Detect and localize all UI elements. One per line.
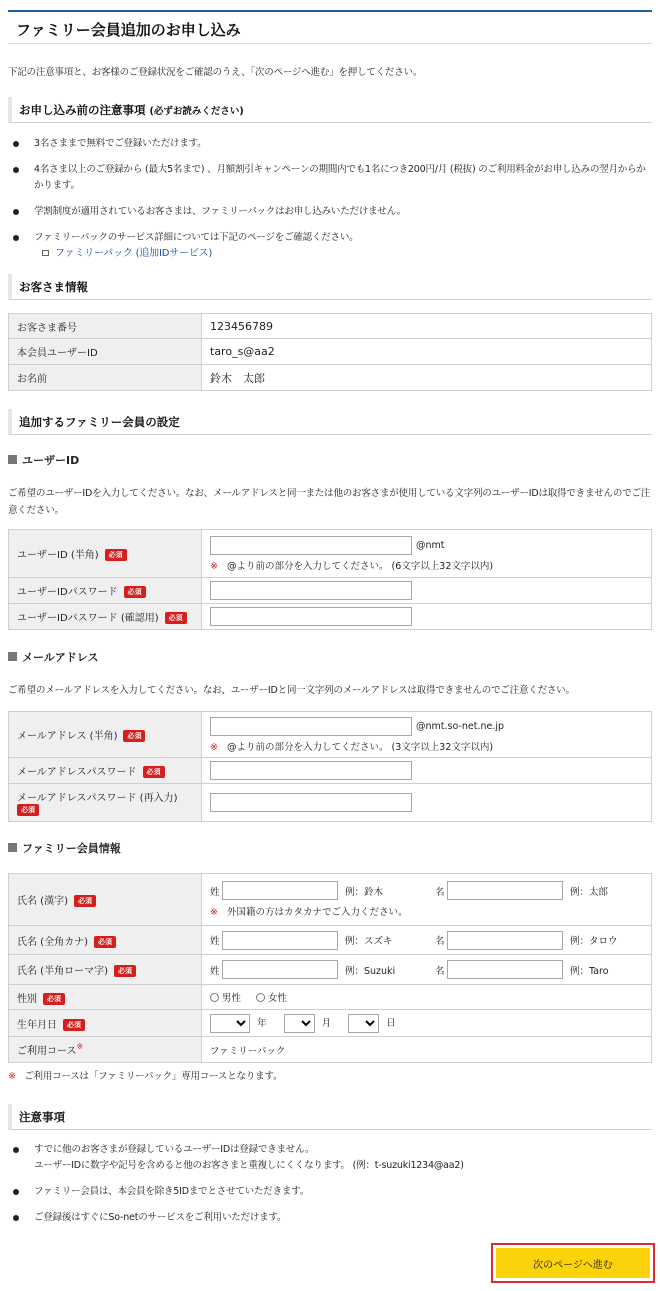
- last-name-mark: 姓: [210, 936, 220, 947]
- userid-password-input[interactable]: [210, 581, 412, 600]
- userid-password-confirm-input[interactable]: [210, 607, 412, 626]
- list-item: ご登録後はすぐにSo-netのサービスをご利用いただけます。: [8, 1210, 652, 1226]
- name-kanji-label: 氏名 (漢字) 必須: [9, 874, 202, 926]
- main-userid-value: taro_s@aa2: [202, 339, 652, 365]
- birthdate-label: 生年月日 必須: [9, 1010, 202, 1037]
- customer-name-value: 鈴木 太郎: [202, 365, 652, 391]
- main-userid-label: 本会員ユーザーID: [9, 339, 202, 365]
- square-bullet-icon: [8, 652, 17, 661]
- mail-password-confirm-input[interactable]: [210, 793, 412, 812]
- first-name-roman-input[interactable]: [447, 960, 563, 979]
- kanji-example-last: 例：鈴木: [345, 886, 384, 898]
- userid-note: ※ @より前の部分を入力してください。 (6文字以上32文字以内): [210, 560, 494, 572]
- mail-address-input[interactable]: [210, 717, 412, 736]
- mail-table: [8, 711, 652, 822]
- table-row: [9, 758, 652, 784]
- list-item: 学割制度が適用されているお客さまは、ファミリーパックはお申し込みいただけません。: [8, 204, 652, 220]
- precautions-list: [8, 136, 652, 262]
- year-unit: 年: [257, 1017, 267, 1029]
- kana-example-last: 例：スズキ: [345, 936, 393, 947]
- table-row: [9, 985, 652, 1010]
- notes-item-sub: ユーザーIDに数字や記号を含めると他のお客さまと重複しにくくなります。 (例：t-suzuki1234@aa2): [34, 1160, 464, 1171]
- month-unit: 月: [321, 1017, 332, 1029]
- customer-table: [8, 313, 652, 391]
- table-row: [9, 1010, 652, 1037]
- bullet-icon: [13, 1215, 19, 1221]
- required-badge: 必須: [114, 965, 136, 977]
- kanji-note: ※ 外国籍の方はカタカナでご入力ください。: [210, 907, 408, 918]
- customer-number-label: お客さま番号: [9, 314, 202, 339]
- last-name-kanji-input[interactable]: [222, 881, 338, 900]
- kanji-example-first: 例：太郎: [570, 886, 609, 898]
- birthdate-cell: [202, 1010, 652, 1037]
- note-mark: ※: [76, 1042, 84, 1051]
- bullet-icon: [13, 235, 19, 241]
- userid-password-label: ユーザーIDパスワード 必須: [9, 578, 202, 604]
- family-pack-link[interactable]: ファミリーパック (追加IDサービス): [55, 248, 213, 259]
- userid-label: ユーザーID (半角) 必須: [9, 530, 202, 578]
- required-badge: 必須: [123, 730, 145, 742]
- service-link-line: [34, 246, 652, 262]
- table-row: [9, 874, 652, 926]
- required-badge: 必須: [43, 993, 65, 1005]
- required-badge: 必須: [63, 1019, 85, 1031]
- userid-password-confirm-cell: [202, 604, 652, 630]
- next-button-outline: [491, 1243, 655, 1283]
- mail-address-note: ※ @より前の部分を入力してください。 (3文字以上32文字以内): [210, 741, 494, 753]
- note-mark: ※: [8, 1071, 16, 1082]
- external-link-icon: [42, 250, 49, 256]
- userid-subheading: ユーザーID: [8, 452, 79, 468]
- page-title: ファミリー会員追加のお申し込み: [8, 10, 652, 44]
- first-name-kana-input[interactable]: [447, 931, 563, 950]
- precautions-heading: [8, 97, 652, 123]
- userid-description: ご希望のユーザーIDを入力してください。なお、メールアドレスと同一または他のお客さまが使用している文字列のユーザーIDは取得できませんのでご注意ください。: [8, 488, 651, 516]
- gender-male-option[interactable]: 男性: [210, 993, 241, 1004]
- mail-password-input[interactable]: [210, 761, 412, 780]
- day-unit: 日: [386, 1017, 396, 1029]
- roman-example-last: 例：Suzuki: [345, 965, 396, 977]
- customer-heading: お客さま情報: [8, 274, 652, 300]
- mail-address-cell: [202, 712, 652, 758]
- required-badge: 必須: [94, 936, 116, 948]
- bullet-icon: [13, 141, 19, 147]
- table-row: [9, 784, 652, 822]
- last-name-roman-input[interactable]: [222, 960, 338, 979]
- userid-input[interactable]: [210, 536, 412, 555]
- mail-password-confirm-label: メールアドレスパスワード (再入力) 必須: [9, 784, 202, 822]
- table-row: [9, 365, 652, 391]
- required-badge: 必須: [17, 804, 39, 816]
- table-row: [9, 314, 652, 339]
- required-badge: 必須: [124, 586, 146, 598]
- birth-year-select[interactable]: [210, 1014, 250, 1033]
- gender-female-option[interactable]: 女性: [256, 993, 287, 1004]
- intro-text: 下記の注意事項と、お客様のご登録状況をご確認のうえ、「次のページへ進む」を押してください。: [8, 67, 423, 78]
- mail-address-label: メールアドレス (半角) 必須: [9, 712, 202, 758]
- userid-password-cell: [202, 578, 652, 604]
- bullet-icon: [13, 1147, 19, 1153]
- userid-password-confirm-label: ユーザーIDパスワード (確認用) 必須: [9, 604, 202, 630]
- first-name-mark: 名: [435, 886, 445, 898]
- last-name-mark: 姓: [210, 886, 220, 898]
- table-row: [9, 1037, 652, 1063]
- mail-password-cell: [202, 758, 652, 784]
- last-name-kana-input[interactable]: [222, 931, 338, 950]
- required-badge: 必須: [165, 612, 187, 624]
- name-kana-cell: [202, 926, 652, 955]
- kana-example-first: 例：タロウ: [570, 936, 618, 947]
- birth-month-select[interactable]: [284, 1014, 315, 1033]
- gender-label: 性別 必須: [9, 985, 202, 1010]
- course-value: ファミリーパック: [202, 1037, 652, 1063]
- square-bullet-icon: [8, 455, 17, 464]
- first-name-mark: 名: [435, 936, 445, 947]
- family-subheading: ファミリー会員情報: [8, 840, 121, 856]
- table-row: [9, 712, 652, 758]
- bullet-icon: [13, 209, 19, 215]
- note-mark: ※: [210, 560, 218, 572]
- note-mark: ※: [210, 907, 218, 918]
- userid-cell: [202, 530, 652, 578]
- required-badge: 必須: [143, 766, 165, 778]
- userid-table: [8, 529, 652, 630]
- userid-domain-suffix: @nmt: [416, 539, 445, 551]
- note-mark: ※: [210, 741, 218, 753]
- mail-domain-suffix: @nmt.so-net.ne.jp: [416, 720, 505, 732]
- precautions-heading-note: (必ずお読みください): [149, 106, 244, 117]
- mail-subheading: メールアドレス: [8, 649, 98, 665]
- course-note: ※ ご利用コースは「ファミリーパック」専用コースとなります。: [8, 1071, 283, 1082]
- name-roman-cell: [202, 955, 652, 985]
- roman-example-first: 例：Taro: [570, 965, 609, 977]
- bullet-icon: [13, 1189, 19, 1195]
- table-row: [9, 926, 652, 955]
- first-name-mark: 名: [435, 965, 445, 977]
- customer-number-value: 123456789: [202, 314, 652, 339]
- list-item: すでに他のお客さまが登録しているユーザーIDは登録できません。 ユーザーIDに数字や記号を含めると他のお客さまと重複しにくくなります。 (例：t-suzuki1234@aa2): [8, 1142, 652, 1174]
- mail-password-label: メールアドレスパスワード 必須: [9, 758, 202, 784]
- next-page-button[interactable]: 次のページへ進む: [496, 1248, 650, 1278]
- list-item: 4名さま以上のご登録から (最大5名まで) 、月額割引キャンペーンの期間内でも1名につき200円/月 (税抜) のご利用料金がお申し込みの翌月からかかります。: [8, 162, 652, 194]
- gender-cell: [202, 985, 652, 1010]
- precautions-heading-text: お申し込み前の注意事項: [19, 103, 146, 117]
- required-badge: 必須: [74, 895, 96, 907]
- table-row: [9, 339, 652, 365]
- required-badge: 必須: [105, 549, 127, 561]
- customer-name-label: お名前: [9, 365, 202, 391]
- last-name-mark: 姓: [210, 965, 220, 977]
- course-label: ご利用コース※: [9, 1037, 202, 1063]
- mail-description: ご希望のメールアドレスを入力してください。なお、ユーザーIDと同一文字列のメールアドレスは取得できませんのでご注意ください。: [8, 685, 575, 696]
- table-row: [9, 530, 652, 578]
- name-kanji-cell: [202, 874, 652, 926]
- list-item: ファミリーパックのサービス詳細については下記のページをご確認ください。 ファミリーパック (追加IDサービス): [8, 230, 652, 262]
- first-name-kanji-input[interactable]: [447, 881, 563, 900]
- list-item: ファミリー会員は、本会員を除き5IDまでとさせていただきます。: [8, 1184, 652, 1200]
- list-item: 3名さままで無料でご登録いただけます。: [8, 136, 652, 152]
- square-bullet-icon: [8, 843, 17, 852]
- bullet-icon: [13, 167, 19, 173]
- name-kana-label: 氏名 (全角カナ) 必須: [9, 926, 202, 955]
- table-row: [9, 604, 652, 630]
- radio-icon: [256, 993, 265, 1002]
- mail-password-confirm-cell: [202, 784, 652, 822]
- settings-heading: 追加するファミリー会員の設定: [8, 409, 652, 435]
- birth-day-select[interactable]: [348, 1014, 379, 1033]
- family-table: [8, 873, 652, 1063]
- radio-icon: [210, 993, 219, 1002]
- notes-list: [8, 1142, 652, 1226]
- notes-heading: 注意事項: [8, 1104, 652, 1130]
- table-row: [9, 955, 652, 985]
- name-roman-label: 氏名 (半角ローマ字) 必須: [9, 955, 202, 985]
- table-row: [9, 578, 652, 604]
